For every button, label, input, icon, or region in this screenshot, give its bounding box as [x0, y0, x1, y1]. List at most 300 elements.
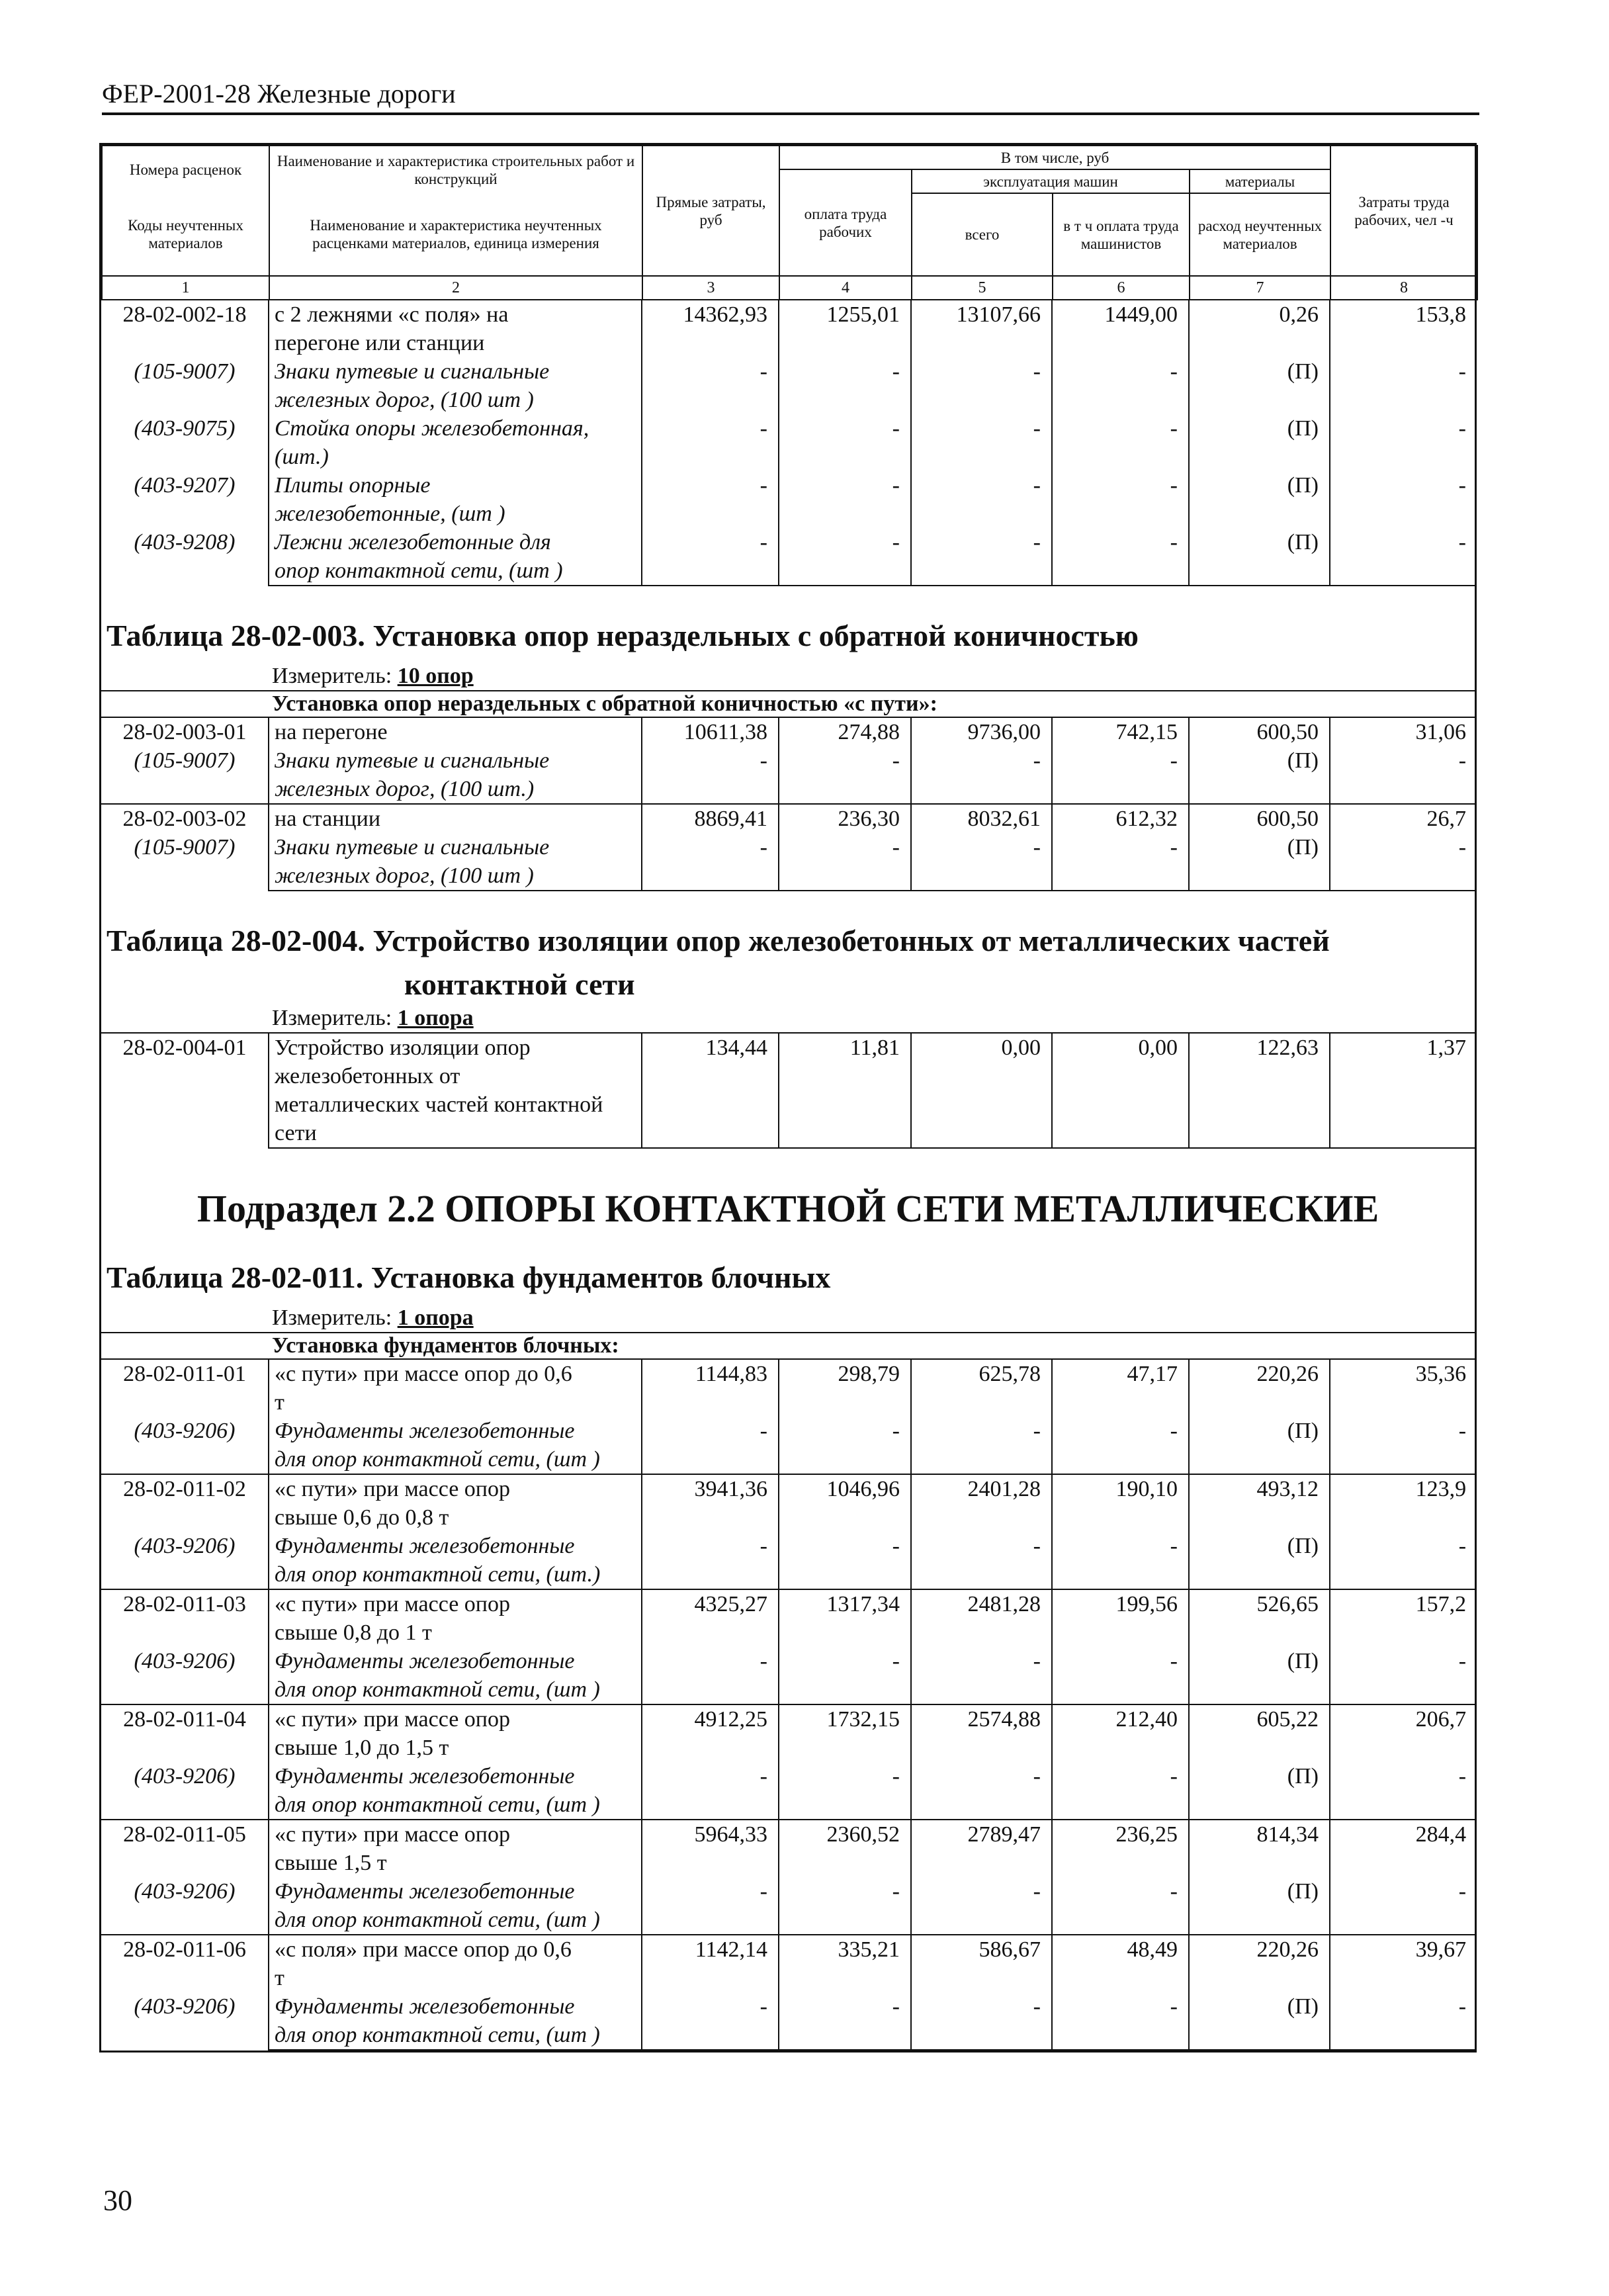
empty-cell — [779, 1445, 911, 1474]
work-name-line: «с пути» при массе опор — [269, 1589, 642, 1618]
value-cell: - — [779, 1417, 911, 1445]
empty-cell — [642, 2021, 779, 2050]
material-name-line: Плиты опорные — [269, 471, 642, 500]
col-number: 2 — [269, 276, 642, 300]
value-cell: - — [779, 414, 911, 443]
rates-frame — [99, 143, 1477, 2053]
col-number: 3 — [642, 276, 779, 300]
empty-cell — [911, 1560, 1052, 1589]
measure-label: Измеритель: — [272, 1305, 392, 1330]
value-cell: - — [1458, 748, 1467, 773]
value-cell: 48,49 — [1052, 1935, 1189, 1964]
measure-label: Измеритель: — [272, 1006, 392, 1030]
value-cell: 5964,33 — [642, 1820, 779, 1849]
table-28-02-011 — [101, 1332, 1477, 2051]
header-mat: материалы — [1190, 169, 1330, 193]
rate-code: 28-02-003-01 — [101, 717, 269, 746]
empty-cell — [1189, 443, 1330, 471]
table-row — [101, 1090, 1477, 1119]
material-row — [101, 2021, 1477, 2050]
material-name-line: Фундаменты железобетонные — [269, 1877, 642, 1906]
empty-cell — [1330, 386, 1477, 414]
value-cell: 39,67 — [1330, 1935, 1477, 1964]
material-row — [101, 1992, 1477, 2021]
value-cell: - — [642, 1532, 779, 1560]
value-cell: 2574,88 — [911, 1704, 1052, 1734]
value-cell: 11,81 — [779, 1033, 911, 1062]
material-row — [101, 357, 1477, 386]
value-cell: - — [1052, 357, 1189, 386]
material-row — [101, 1532, 1477, 1560]
empty-cell — [642, 1388, 779, 1417]
material-code: (403-9206) — [101, 1877, 269, 1935]
value-cell: 274,88 — [779, 717, 911, 746]
work-name-line: свыше 0,6 до 0,8 т — [269, 1503, 642, 1532]
table-row — [101, 1849, 1477, 1877]
material-code: (403-9206) — [101, 1417, 269, 1474]
work-name-line: с 2 лежнями «с поля» на — [269, 300, 642, 329]
table-header — [101, 145, 1478, 300]
value-cell: - — [642, 414, 779, 443]
empty-cell — [642, 1734, 779, 1762]
empty-cell — [1330, 1062, 1477, 1090]
measure — [101, 662, 1475, 690]
value-cell: 220,26 — [1189, 1359, 1330, 1388]
table-row — [101, 1033, 1477, 1062]
material-name-line: Фундаменты железобетонные — [269, 1647, 642, 1675]
empty-cell — [1189, 775, 1330, 804]
value-cell: (П) — [1189, 357, 1330, 386]
value-cell: - — [911, 833, 1052, 861]
header-col5: всего — [912, 193, 1053, 276]
material-name-line: для опор контактной сети, (шт.) — [269, 1560, 642, 1589]
material-name-line: Фундаменты железобетонные — [269, 1992, 642, 2021]
empty-cell — [779, 1062, 911, 1090]
value-cell: - — [911, 528, 1052, 556]
table-row — [101, 1704, 1477, 1734]
material-row — [101, 1675, 1477, 1704]
value-cell: - — [779, 1647, 911, 1675]
value-cell: 586,67 — [911, 1935, 1052, 1964]
value-cell: - — [779, 471, 911, 500]
empty-cell — [779, 1964, 911, 1992]
empty-cell — [911, 1906, 1052, 1935]
material-name-line: опор контактной сети, (шт ) — [269, 556, 642, 586]
value-cell: - — [642, 357, 779, 386]
material-name-line: железных дорог, (100 шт ) — [269, 386, 642, 414]
value-cell: (П) — [1189, 528, 1330, 556]
value-cell: 335,21 — [779, 1935, 911, 1964]
value-cell: 199,56 — [1052, 1589, 1189, 1618]
measure-label: Измеритель: — [272, 664, 392, 688]
work-name-line: «с пути» при массе опор — [269, 1474, 642, 1503]
value-cell: 1255,01 — [779, 300, 911, 329]
empty-cell — [1330, 1849, 1477, 1877]
value-cell: 122,63 — [1189, 1033, 1330, 1062]
empty-cell — [779, 1849, 911, 1877]
value-cell: - — [1052, 1532, 1189, 1560]
empty-cell — [779, 1090, 911, 1119]
value-cell: (П) — [1189, 1532, 1330, 1560]
empty-cell — [1189, 1090, 1330, 1119]
material-code: (105-9007) — [101, 833, 269, 891]
empty-cell — [911, 443, 1052, 471]
table-row — [101, 1820, 1477, 1849]
empty-cell — [911, 1964, 1052, 1992]
value-cell: - — [1052, 528, 1189, 556]
empty-cell — [642, 329, 779, 357]
material-name-line: Стойка опоры железобетонная, — [269, 414, 642, 443]
empty-cell — [1052, 1675, 1189, 1704]
table-title: Таблица 28-02-004. Устройство изоляции опор железобетонных от металлических частей — [107, 924, 1330, 957]
value-cell: 14362,93 — [642, 300, 779, 329]
empty-cell — [1330, 1119, 1477, 1148]
empty-cell — [779, 443, 911, 471]
material-name-line: Фундаменты железобетонные — [269, 1532, 642, 1560]
value-cell: - — [779, 1992, 911, 2021]
value-cell: - — [911, 471, 1052, 500]
value-cell: 123,9 — [1330, 1474, 1477, 1503]
empty-cell — [911, 2021, 1052, 2050]
value-cell: 0,00 — [911, 1033, 1052, 1062]
empty-cell — [779, 1503, 911, 1532]
subsection-title: Подраздел 2.2 ОПОРЫ КОНТАКТНОЙ СЕТИ МЕТАЛЛИЧЕСКИЕ — [196, 1187, 1379, 1230]
value-cell: - — [1052, 1647, 1189, 1675]
value-cell: 526,65 — [1189, 1589, 1330, 1618]
material-code: (105-9007) — [101, 357, 269, 414]
value-cell: 1142,14 — [642, 1935, 779, 1964]
material-row — [101, 500, 1477, 528]
value-cell: 2360,52 — [779, 1820, 911, 1849]
value-cell: 47,17 — [1052, 1359, 1189, 1388]
value-cell: - — [1458, 530, 1466, 554]
value-cell: - — [779, 1762, 911, 1790]
value-cell: 31,06 — [1415, 720, 1467, 744]
work-name-line: сети — [269, 1119, 642, 1148]
value-cell: - — [779, 357, 911, 386]
empty-cell — [1189, 1790, 1330, 1820]
empty-cell — [1189, 861, 1330, 891]
col-number: 1 — [102, 276, 269, 300]
empty-cell — [1189, 1734, 1330, 1762]
value-cell: - — [1458, 835, 1467, 860]
rate-code: 28-02-004-01 — [101, 1033, 269, 1148]
material-code: (403-9206) — [101, 1992, 269, 2050]
empty-cell — [642, 1062, 779, 1090]
value-cell: - — [1052, 1877, 1189, 1906]
work-name-line: т — [269, 1964, 642, 1992]
table-row — [101, 717, 1477, 746]
value-cell: 1,37 — [1426, 1036, 1466, 1060]
header-col2-bottom: Наименование и характеристика неучтенных расценками материалов, единица измерения — [269, 193, 642, 276]
value-cell: 284,4 — [1330, 1820, 1477, 1849]
empty-cell — [1330, 1964, 1477, 1992]
empty-cell — [1052, 443, 1189, 471]
empty-cell — [1052, 500, 1189, 528]
value-cell: (П) — [1189, 1877, 1330, 1906]
material-code: (403-9206) — [101, 1532, 269, 1589]
header-col6: в т ч оплата труда машинистов — [1053, 193, 1190, 276]
material-row — [101, 1445, 1477, 1474]
value-cell: 8869,41 — [642, 804, 779, 833]
material-row — [101, 1647, 1477, 1675]
empty-cell — [911, 1790, 1052, 1820]
header-incl: В том числе, руб — [779, 146, 1330, 169]
empty-cell — [1189, 1906, 1330, 1935]
empty-cell — [779, 1388, 911, 1417]
value-cell: - — [1458, 416, 1466, 441]
value-cell: - — [1458, 359, 1466, 384]
material-name-line: Лежни железобетонные для — [269, 528, 642, 556]
material-row — [101, 1877, 1477, 1906]
empty-cell — [779, 1734, 911, 1762]
header-col2-top: Наименование и характеристика строительных работ и конструкций — [269, 146, 642, 193]
empty-cell — [911, 1388, 1052, 1417]
empty-cell — [779, 861, 911, 891]
material-name-line: железных дорог, (100 шт.) — [269, 775, 642, 804]
empty-cell — [1189, 1675, 1330, 1704]
value-cell: (П) — [1189, 471, 1330, 500]
value-cell: - — [779, 746, 911, 775]
empty-cell — [1330, 775, 1477, 804]
value-cell: 1449,00 — [1052, 300, 1189, 329]
material-name-line: железобетонные, (шт ) — [269, 500, 642, 528]
measure — [101, 1303, 1475, 1332]
material-row — [101, 556, 1477, 586]
empty-cell — [1189, 329, 1330, 357]
value-cell: - — [1052, 1762, 1189, 1790]
value-cell: 2401,28 — [911, 1474, 1052, 1503]
value-cell: - — [642, 1877, 779, 1906]
value-cell: - — [911, 1762, 1052, 1790]
col-number: 5 — [912, 276, 1053, 300]
group-heading: Установка фундаментов блочных: — [101, 1333, 1477, 1359]
section-28-02-002 — [101, 300, 1477, 586]
value-cell: 1317,34 — [779, 1589, 911, 1618]
empty-cell — [779, 775, 911, 804]
material-row — [101, 775, 1477, 804]
empty-cell — [1052, 1560, 1189, 1589]
empty-cell — [1330, 1560, 1477, 1589]
value-cell: - — [1458, 1764, 1467, 1788]
table-row — [101, 1589, 1477, 1618]
value-cell: - — [1052, 1417, 1189, 1445]
empty-cell — [1052, 1388, 1189, 1417]
empty-cell — [1189, 1849, 1330, 1877]
value-cell: - — [1458, 1994, 1467, 2019]
value-cell: 298,79 — [779, 1359, 911, 1388]
empty-cell — [1052, 1445, 1189, 1474]
empty-cell — [779, 1560, 911, 1589]
empty-cell — [1330, 1503, 1477, 1532]
empty-cell — [642, 556, 779, 586]
value-cell: 8032,61 — [911, 804, 1052, 833]
material-row — [101, 1560, 1477, 1589]
empty-cell — [1189, 1062, 1330, 1090]
empty-cell — [1052, 386, 1189, 414]
empty-cell — [1052, 861, 1189, 891]
work-name-line: свыше 0,8 до 1 т — [269, 1618, 642, 1647]
header-col1-bottom: Коды неучтенных материалов — [102, 193, 269, 276]
empty-cell — [1052, 1906, 1189, 1935]
empty-cell — [911, 1618, 1052, 1647]
empty-cell — [911, 1734, 1052, 1762]
material-row — [101, 414, 1477, 443]
work-name-line: «с пути» при массе опор до 0,6 — [269, 1359, 642, 1388]
empty-cell — [779, 2021, 911, 2050]
measure-value: 1 опора — [397, 1305, 474, 1330]
value-cell: - — [642, 746, 779, 775]
material-name-line: для опор контактной сети, (шт ) — [269, 1445, 642, 1474]
work-name-line: т — [269, 1388, 642, 1417]
col-number: 7 — [1190, 276, 1330, 300]
value-cell: (П) — [1189, 1417, 1330, 1445]
table-row — [101, 1618, 1477, 1647]
empty-cell — [911, 1119, 1052, 1148]
value-cell: 814,34 — [1189, 1820, 1330, 1849]
empty-cell — [1052, 1119, 1189, 1148]
material-name-line: Фундаменты железобетонные — [269, 1762, 642, 1790]
value-cell: 220,26 — [1189, 1935, 1330, 1964]
group-heading: Установка опор нераздельных с обратной коничностью «с пути»: — [101, 691, 1477, 717]
header-mach: эксплуатация машин — [912, 169, 1190, 193]
value-cell: 742,15 — [1052, 717, 1189, 746]
value-cell: 493,12 — [1189, 1474, 1330, 1503]
material-name-line: Знаки путевые и сигнальные — [269, 746, 642, 775]
value-cell: - — [1458, 1534, 1467, 1558]
table-row — [101, 1359, 1477, 1388]
col-number: 8 — [1330, 276, 1477, 300]
material-name-line: Знаки путевые и сигнальные — [269, 357, 642, 386]
value-cell: 2789,47 — [911, 1820, 1052, 1849]
value-cell: 600,50 — [1189, 804, 1330, 833]
empty-cell — [1189, 1119, 1330, 1148]
work-name-line: металлических частей контактной — [269, 1090, 642, 1119]
work-name-line: железобетонных от — [269, 1062, 642, 1090]
material-code: (403-9075) — [101, 414, 269, 471]
empty-cell — [1330, 1445, 1477, 1474]
value-cell: 2481,28 — [911, 1589, 1052, 1618]
empty-cell — [642, 1503, 779, 1532]
value-cell: - — [1052, 746, 1189, 775]
empty-cell — [779, 556, 911, 586]
empty-cell — [642, 1964, 779, 1992]
value-cell: - — [911, 1992, 1052, 2021]
measure — [101, 1004, 1475, 1032]
empty-cell — [1052, 1849, 1189, 1877]
measure-value: 1 опора — [397, 1006, 474, 1030]
empty-cell — [911, 556, 1052, 586]
table-row — [101, 1503, 1477, 1532]
empty-cell — [1330, 500, 1477, 528]
material-row — [101, 1790, 1477, 1820]
page-header: ФЕР-2001-28 Железные дороги — [102, 78, 1479, 115]
material-name-line: Фундаменты железобетонные — [269, 1417, 642, 1445]
rate-code: 28-02-011-01 — [101, 1359, 269, 1417]
value-cell: 600,50 — [1189, 717, 1330, 746]
material-name-line: для опор контактной сети, (шт ) — [269, 1906, 642, 1935]
empty-cell — [642, 1560, 779, 1589]
material-code: (403-9206) — [101, 1647, 269, 1704]
empty-cell — [911, 1849, 1052, 1877]
material-row — [101, 443, 1477, 471]
empty-cell — [1052, 1734, 1189, 1762]
table-row — [101, 1935, 1477, 1964]
empty-cell — [779, 1618, 911, 1647]
table-28-02-003 — [101, 690, 1477, 891]
table-row — [101, 804, 1477, 833]
work-name-line: «с пути» при массе опор — [269, 1820, 642, 1849]
empty-cell — [1189, 1964, 1330, 1992]
work-name-line: перегоне или станции — [269, 329, 642, 357]
material-row — [101, 528, 1477, 556]
measure-value: 10 опор — [397, 664, 474, 688]
table-row — [101, 329, 1477, 357]
empty-cell — [911, 1503, 1052, 1532]
material-code: (403-9207) — [101, 471, 269, 528]
table-row — [101, 1474, 1477, 1503]
value-cell: (П) — [1189, 746, 1330, 775]
material-row — [101, 746, 1477, 775]
empty-cell — [642, 1445, 779, 1474]
work-name-line: свыше 1,5 т — [269, 1849, 642, 1877]
value-cell: (П) — [1189, 414, 1330, 443]
value-cell: - — [1458, 473, 1466, 498]
empty-cell — [1189, 1618, 1330, 1647]
value-cell: - — [1458, 1419, 1467, 1443]
value-cell: 1046,96 — [779, 1474, 911, 1503]
header-col8: Затраты труда рабочих, чел -ч — [1330, 146, 1477, 276]
value-cell: - — [911, 1532, 1052, 1560]
empty-cell — [642, 1119, 779, 1148]
material-row — [101, 1762, 1477, 1790]
value-cell: - — [1052, 1992, 1189, 2021]
value-cell: (П) — [1189, 1992, 1330, 2021]
value-cell: - — [911, 357, 1052, 386]
value-cell: - — [911, 414, 1052, 443]
empty-cell — [642, 1906, 779, 1935]
value-cell: - — [642, 1762, 779, 1790]
value-cell: 625,78 — [911, 1359, 1052, 1388]
empty-cell — [779, 1906, 911, 1935]
material-name-line: для опор контактной сети, (шт ) — [269, 2021, 642, 2050]
material-row — [101, 861, 1477, 891]
empty-cell — [1052, 1090, 1189, 1119]
empty-cell — [911, 1062, 1052, 1090]
empty-cell — [1052, 1062, 1189, 1090]
table-row — [101, 1119, 1477, 1148]
header-col7: расход неучтенных материалов — [1190, 193, 1330, 276]
empty-cell — [1189, 1388, 1330, 1417]
value-cell: 0,26 — [1189, 300, 1330, 329]
work-name-line: на перегоне — [269, 717, 642, 746]
empty-cell — [1052, 2021, 1189, 2050]
value-cell: - — [642, 833, 779, 861]
empty-cell — [1052, 329, 1189, 357]
value-cell: 212,40 — [1052, 1704, 1189, 1734]
empty-cell — [779, 1119, 911, 1148]
empty-cell — [911, 386, 1052, 414]
header-col3: Прямые затраты, руб — [642, 146, 779, 276]
value-cell: - — [1052, 471, 1189, 500]
empty-cell — [1189, 500, 1330, 528]
value-cell: - — [779, 528, 911, 556]
empty-cell — [911, 500, 1052, 528]
value-cell: - — [779, 1877, 911, 1906]
value-cell: - — [642, 1417, 779, 1445]
value-cell: 4325,27 — [642, 1589, 779, 1618]
empty-cell — [642, 1090, 779, 1119]
